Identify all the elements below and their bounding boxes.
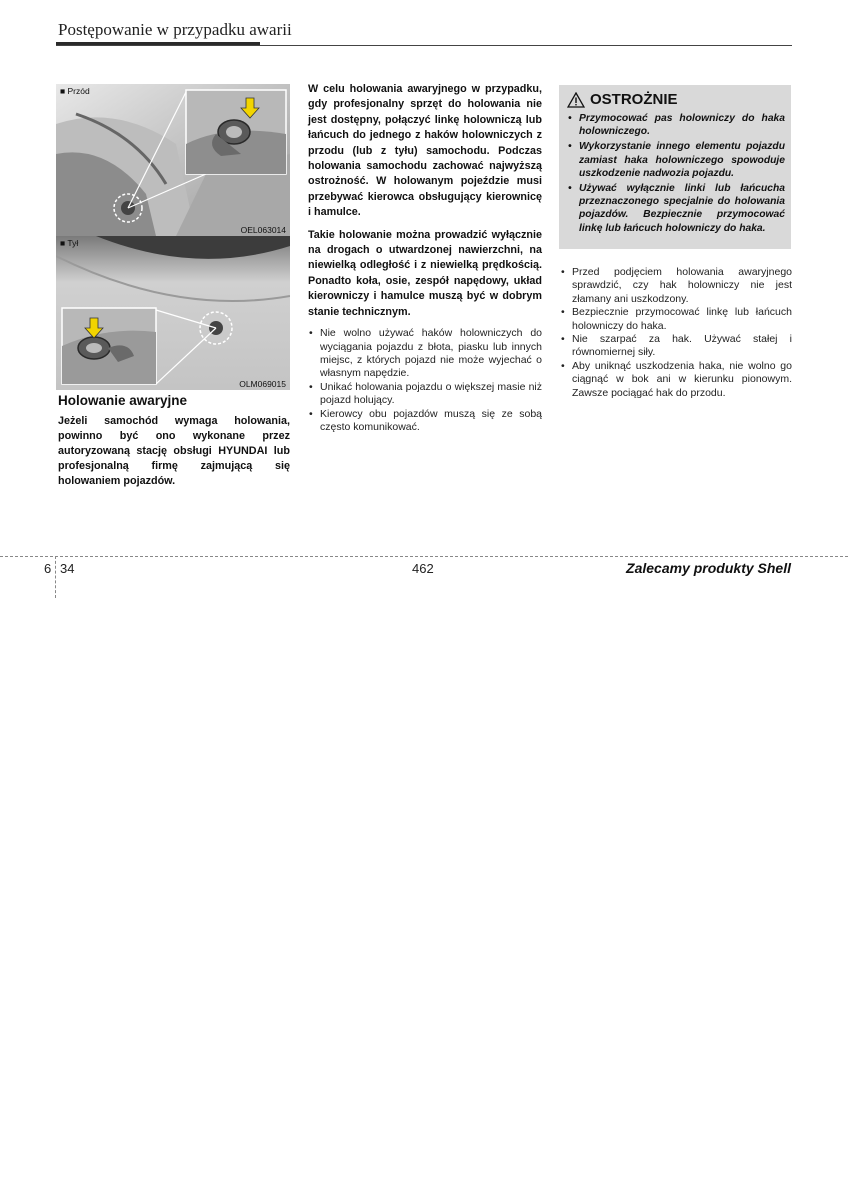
list-item: • Przed podjęciem holowania awaryjnego sprawdzić, czy hak holowniczy nie jest złamany ani uszkodzony. — [560, 266, 792, 306]
front-tow-hook-illustration — [56, 84, 290, 236]
footer-dashed-divider — [55, 556, 56, 598]
header-rule — [56, 45, 792, 46]
caution-title: OSTROŻNIE — [590, 91, 678, 108]
front-figure-code: OEL063014 — [240, 225, 286, 235]
rear-tow-hook-figure — [56, 236, 290, 390]
footer-dashed-rule — [0, 556, 848, 557]
footer-chapter-number: 6 — [44, 561, 52, 576]
caution-header — [567, 91, 678, 108]
column-2 — [308, 82, 542, 434]
column-3 — [560, 266, 792, 400]
caution-list — [567, 112, 785, 237]
section-intro: Jeżeli samochód wymaga holowania, powinno być ono wykonane przez autoryzowaną stację obsługi HYUNDAI lub profesjonalną firmę zajmującą się holowaniem pojazdów. — [58, 415, 290, 487]
caution-box — [559, 85, 791, 249]
list-item: • Używać wyłącznie linki lub łańcucha przeznaczonego specjalnie do holowania pojazdów. Bezpiecznie przymocować linkę lub łańcuch holowniczy do haka. — [567, 182, 785, 235]
list-item: • Wykorzystanie innego elementu pojazdu zamiast haka holowniczego spowoduje uszkodzenie nadwozia pojazdu. — [567, 140, 785, 180]
paragraph-emergency-towing: W celu holowania awaryjnego w przypadku, gdy profesjonalny sprzęt do holowania nie jest dostępny, połączyć linkę holowniczą lub łańcuch do jednego z haków holowniczych z przodu (lub z tyłu) samochodu. Podczas holowania samochodu zachować najwyższą ostrożność. W holowanym pojeździe musi przebywać kierowca obsługujący kierownicę i hamulce. — [308, 83, 542, 219]
list-item: • Unikać holowania pojazdu o większej masie niż pojazd holujący. — [308, 381, 542, 408]
page-header-title: Postępowanie w przypadku awarii — [58, 20, 292, 39]
front-tow-hook-figure — [56, 84, 290, 236]
list-item: • Bezpiecznie przymocować linkę lub łańcuch holowniczy do haka. — [560, 306, 792, 333]
footer-brand-text: Zalecamy produkty Shell — [626, 560, 791, 576]
column-3-bullets — [560, 266, 792, 400]
section-heading: Holowanie awaryjne — [58, 393, 188, 408]
rear-figure-label: ■ Tył — [60, 238, 79, 248]
front-figure-label: ■ Przód — [60, 86, 90, 96]
list-item: • Aby uniknąć uszkodzenia haka, nie wolno go ciągnąć w bok ani w kierunku pionowym. Zawsze pociągać hak do przodu. — [560, 360, 792, 400]
footer-section-page: 34 — [60, 561, 75, 576]
paragraph-towing-conditions: Takie holowanie można prowadzić wyłącznie na drogach o utwardzonej nawierzchni, na niewielką odległość i z niewielką prędkością. Ponadto koła, osie, zespół napędowy, układ kierowniczy i hamulce muszą być w dobrym stanie technicznym. — [308, 228, 542, 318]
column-2-bullets — [308, 327, 542, 434]
list-item: • Przymocować pas holowniczy do haka holowniczego. — [567, 112, 785, 138]
footer-page-number: 462 — [412, 561, 434, 576]
list-item: • Nie szarpać za hak. Używać stałej i równomiernej siły. — [560, 333, 792, 360]
rear-tow-hook-illustration — [56, 236, 290, 390]
warning-triangle-icon — [567, 92, 585, 108]
list-item: • Nie wolno używać haków holowniczych do wyciągania pojazdu z błota, piasku lub innych miejsc, z których pojazd nie może wyjechać o własnym napędzie. — [308, 327, 542, 381]
list-item: • Kierowcy obu pojazdów muszą się ze sobą często komunikować. — [308, 408, 542, 435]
rear-figure-code: OLM069015 — [239, 379, 286, 389]
